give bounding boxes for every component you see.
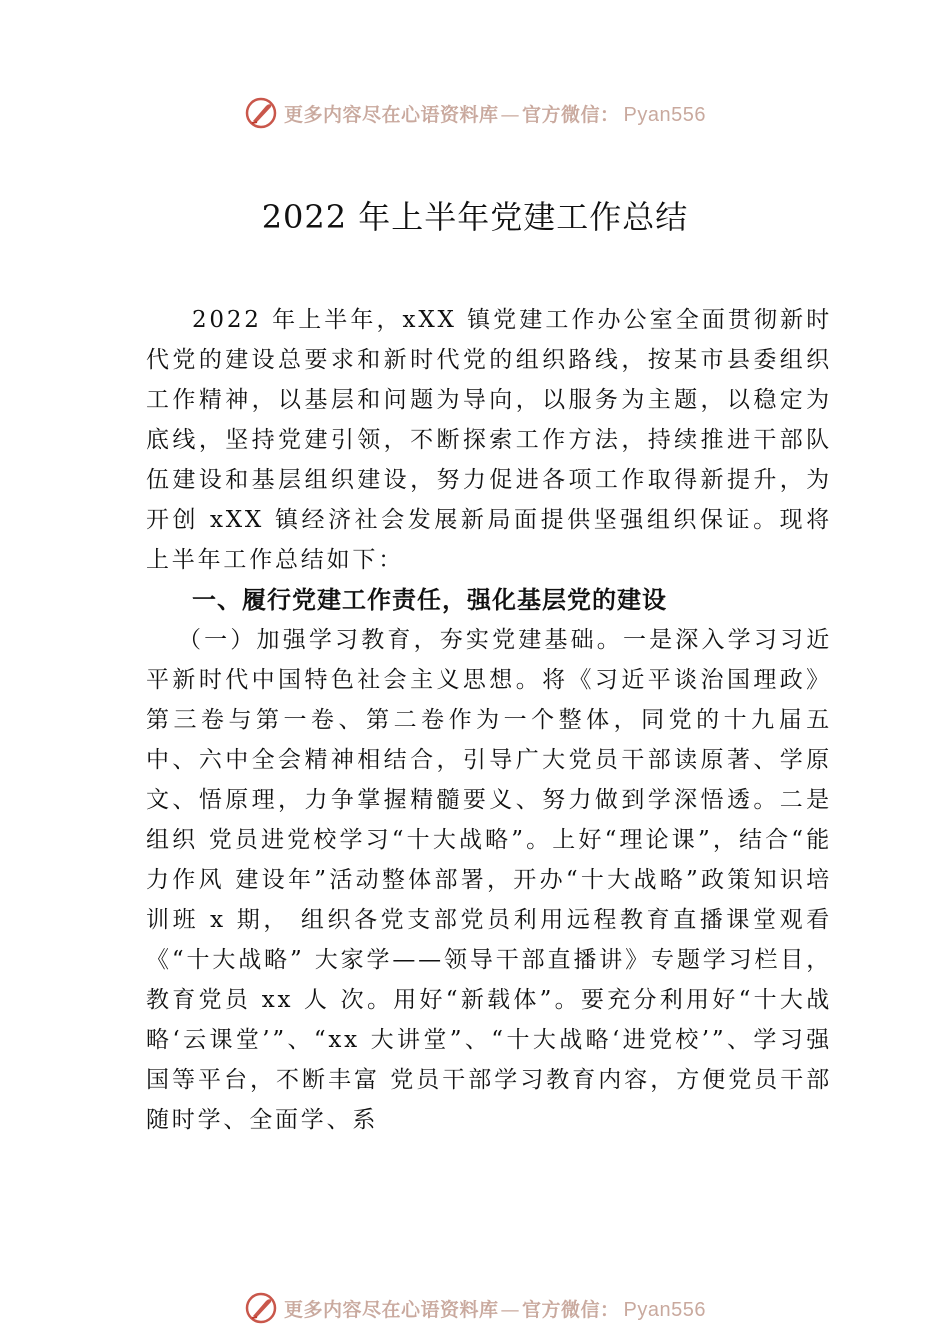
document-body xyxy=(146,300,832,1140)
header-watermark xyxy=(0,93,950,133)
quill-logo-icon xyxy=(244,96,278,130)
section-heading: 一、履行党建工作责任，强化基层党的建设 xyxy=(192,586,667,614)
quill-logo-icon xyxy=(244,1291,278,1325)
watermark-label: 官方微信： xyxy=(522,103,620,126)
watermark-dash: — xyxy=(500,1298,521,1321)
document-title: 2022 年上半年党建工作总结 xyxy=(261,198,689,236)
watermark-text xyxy=(284,100,706,127)
watermark-main-text: 更多内容尽在心语资料库 xyxy=(284,103,499,126)
intro-paragraph: 2022 年上半年，xXX 镇党建工作办公室全面贯彻新时代党的建设总要求和新时代党的组织路线，按某市县委组织工作精神，以基层和问题为导向，以服务为主题，以稳定为底线，坚持党建引领，不断探索工作方法，持续推进干部队伍建设和基层组织建设，努力促进各项工作取得新提升，为开创 xXX 镇经济社会发展新局面提供坚强组织保证。现将上半年工作总结如下： xyxy=(146,307,832,573)
watermark-wechat-id: Pyan556 xyxy=(623,103,706,126)
body-paragraph: （一）加强学习教育，夯实党建基础。一是深入学习习近平新时代中国特色社会主义思想。将《习近平谈治国理政》第三卷与第一卷、第二卷作为一个整体，同党的十九届五中、六中全会精神相结合，引导广大党员干部读原著、学原文、悟原理，力争掌握精髓要义、努力做到学深悟透。二是组织 党员进党校学习“十大战略”。上好“理论课”，结合“能力作风 建设年”活动整体部署，开办“十大战略”政策知识培训班 x 期， 组织各党支部党员利用远程教育直播课堂观看《“十大战略” 大家学——领导干部直播讲》专题学习栏目，教育党员 xx 人 次。用好“新载体”。要充分利用好“十大战略‘云课堂’”、“xx 大讲堂”、“十大战略‘进党校’”、学习强国等平台，不断丰富 党员干部学习教育内容，方便党员干部随时学、全面学、系 xyxy=(146,627,832,1133)
watermark-dash: — xyxy=(500,103,521,126)
watermark-wechat-id: Pyan556 xyxy=(623,1298,706,1321)
watermark-label: 官方微信： xyxy=(522,1298,620,1321)
watermark-text xyxy=(284,1295,706,1322)
footer-watermark xyxy=(0,1288,950,1328)
watermark-main-text: 更多内容尽在心语资料库 xyxy=(284,1298,499,1321)
